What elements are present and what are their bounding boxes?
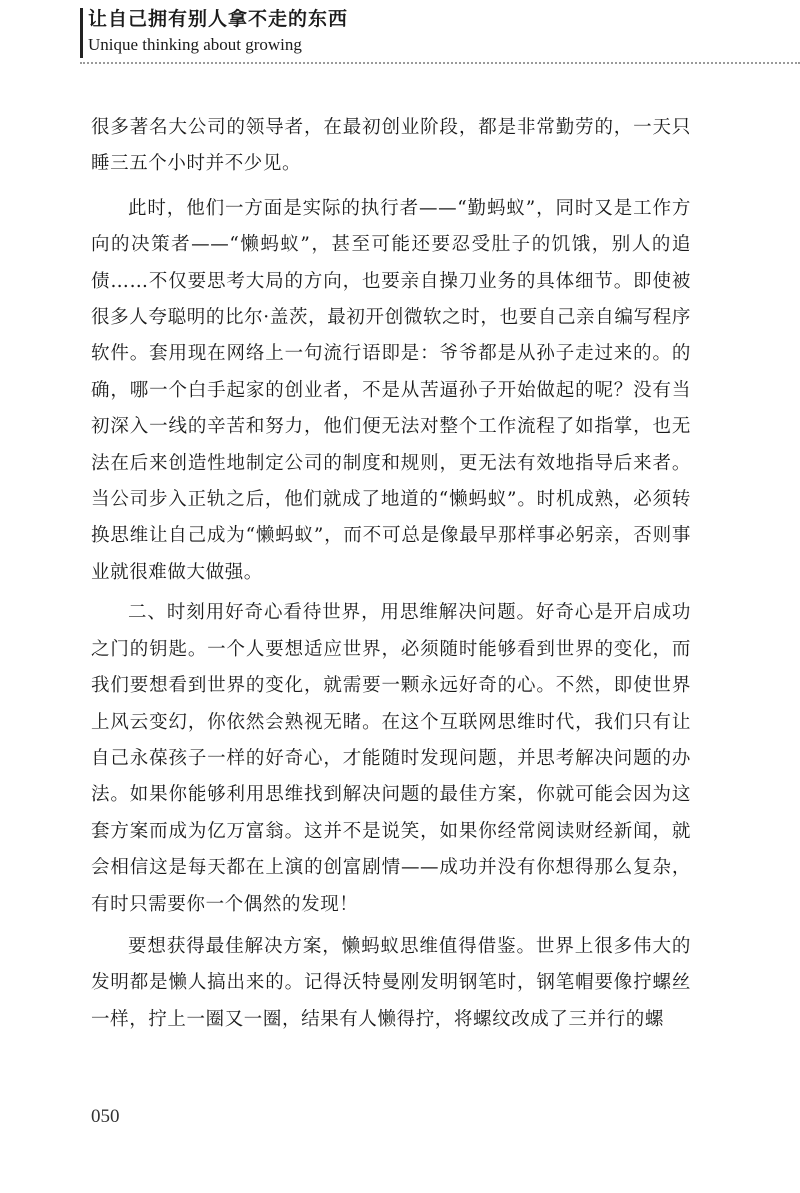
body-text: [91, 110, 691, 1038]
book-title: 让自己拥有别人拿不走的东西: [88, 8, 349, 30]
paragraph-3: 二、时刻用好奇心看待世界，用思维解决问题。好奇心是开启成功之门的钥匙。一个人要想适应世界，必须随时能够看到世界的变化，而我们要想看到世界的变化，就需要一颗永远好奇的心。不然，即使世界上风云变幻，你依然会熟视无睹。在这个互联网思维时代，我们只有让自己永葆孩子一样的好奇心，才能随时发现问题，并思考解决问题的办法。如果你能够利用思维找到解决问题的最佳方案，你就可能会因为这套方案而成为亿万富翁。这并不是说笑，如果你经常阅读财经新闻，就会相信这是每天都在上演的创富剧情——成功并没有你想得那么复杂，有时只需要你一个偶然的发现！: [91, 602, 691, 915]
page-number: 050: [91, 1106, 120, 1127]
running-header: [80, 6, 720, 60]
header-vertical-bar: [80, 8, 83, 58]
paragraph-2: 此时，他们一方面是实际的执行者——“勤蚂蚁”，同时又是工作方向的决策者——“懒蚂蚁”，甚至可能还要忍受肚子的饥饿，别人的追债……不仅要思考大局的方向，也要亲自操刀业务的具体细节。即使被很多人夸聪明的比尔·盖茨，最初开创微软之时，也要自己亲自编写程序软件。套用现在网络上一句流行语即是：爷爷都是从孙子走过来的。的确，哪一个白手起家的创业者，不是从苦逼孙子开始做起的呢？没有当初深入一线的辛苦和努力，他们便无法对整个工作流程了如指掌，也无法在后来创造性地制定公司的制度和规则，更无法有效地指导后来者。当公司步入正轨之后，他们就成了地道的“懒蚂蚁”。时机成熟，必须转换思维让自己成为“懒蚂蚁”，而不可总是像最早那样事必躬亲，否则事业就很难做大做强。: [91, 197, 691, 583]
paragraph-4: 要想获得最佳解决方案，懒蚂蚁思维值得借鉴。世界上很多伟大的发明都是懒人搞出来的。记得沃特曼刚发明钢笔时，钢笔帽要像拧螺丝一样，拧上一圈又一圈，结果有人懒得拧，将螺纹改成了三并行的螺: [91, 935, 691, 1030]
paragraph-1: 很多著名大公司的领导者，在最初创业阶段，都是非常勤劳的，一天只睡三五个小时并不少见。: [91, 117, 691, 175]
book-subtitle: Unique thinking about growing: [88, 35, 302, 54]
header-dotted-rule: [80, 62, 800, 64]
